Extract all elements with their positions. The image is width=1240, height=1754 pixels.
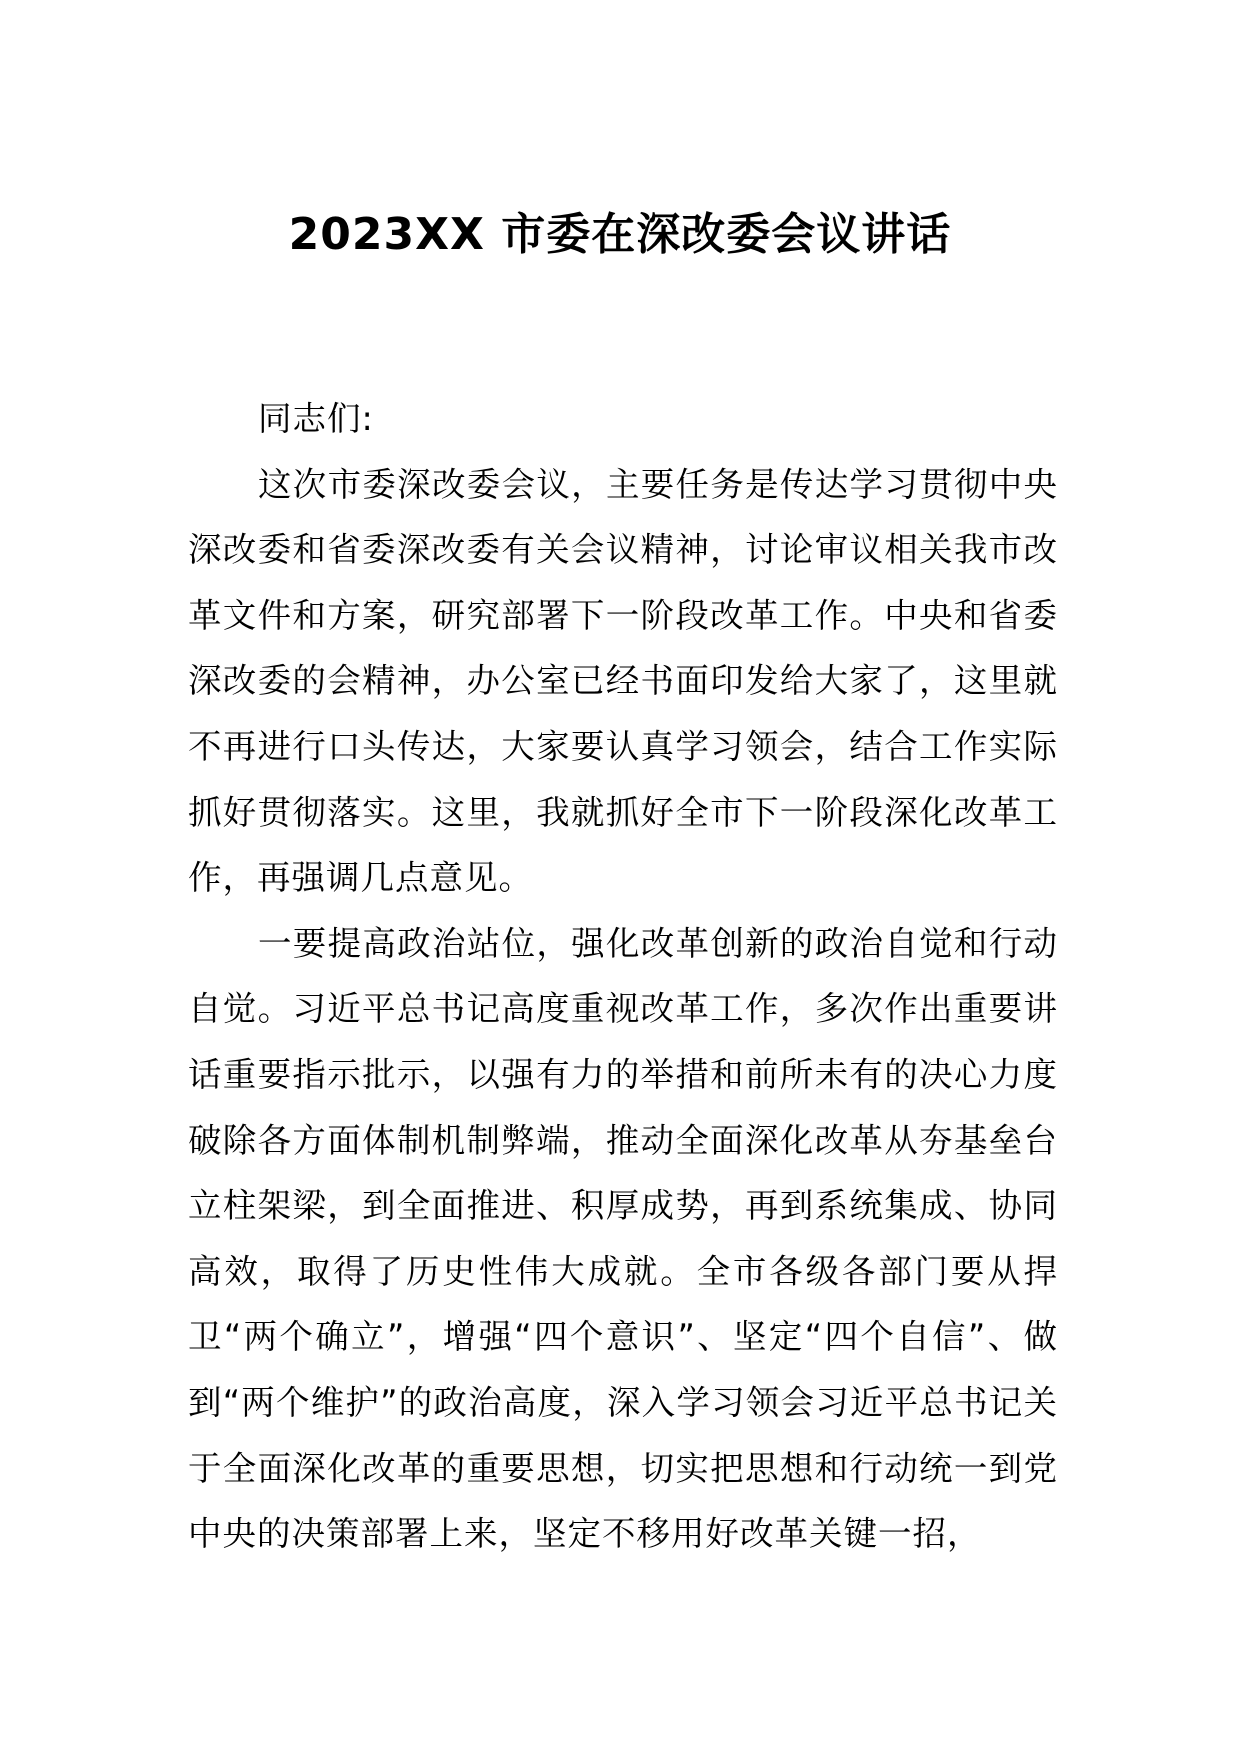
paragraph-2: 一要提高政治站位，强化改革创新的政治自觉和行动自觉。习近平总书记高度重视改革工作，多次作出重要讲话重要指示批示，以强有力的举措和前所未有的决心力度破除各方面体制机制弊端，推动全面深化改革从夯基垒台立柱架梁，到全面推进、积厚成势，再到系统集成、协同高效，取得了历史性伟大成就。全市各级各部门要从捍卫“两个确立”，增强“四个意识”、坚定“四个自信”、做到“两个维护”的政治高度，深入学习领会习近平总书记关于全面深化改革的重要思想，切实把思想和行动统一到党中央的决策部署上来，坚定不移用好改革关键一招， — [188, 923, 1058, 1554]
paragraph-1: 这次市委深改委会议，主要任务是传达学习贯彻中央深改委和省委深改委有关会议精神，讨论审议相关我市改革文件和方案，研究部署下一阶段改革工作。中央和省委深改委的会精神，办公室已经书面印发给大家了，这里就不再进行口头传达，大家要认真学习领会，结合工作实际抓好贯彻落实。这里，我就抓好全市下一阶段深化改革工作，再强调几点意见。 — [188, 464, 1058, 898]
document-title: 2023XX 市委在深改委会议讲话 — [288, 209, 952, 260]
salutation: 同志们: — [258, 399, 374, 438]
document-body — [188, 386, 1058, 1567]
